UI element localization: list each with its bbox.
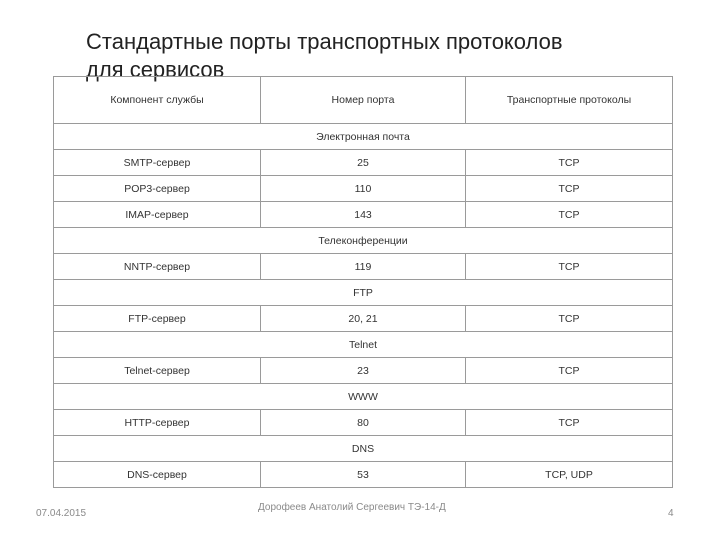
section-row <box>54 124 673 150</box>
table-row <box>54 410 673 436</box>
cell-protocol: TCP <box>466 358 673 384</box>
section-title: Telnet <box>54 332 673 358</box>
cell-protocol: TCP <box>466 202 673 228</box>
cell-component: DNS-сервер <box>54 462 261 488</box>
page-number: 4 <box>668 508 674 519</box>
header-port: Номер порта <box>261 77 466 124</box>
cell-component: SMTP-сервер <box>54 150 261 176</box>
cell-protocol: TCP <box>466 176 673 202</box>
cell-protocol: TCP <box>466 306 673 332</box>
cell-port: 143 <box>261 202 466 228</box>
cell-protocol: TCP <box>466 150 673 176</box>
table-header-row <box>54 77 673 124</box>
section-title: Электронная почта <box>54 124 673 150</box>
cell-component: HTTP-сервер <box>54 410 261 436</box>
table-row <box>54 202 673 228</box>
table-row <box>54 254 673 280</box>
cell-port: 110 <box>261 176 466 202</box>
cell-port: 53 <box>261 462 466 488</box>
section-title: FTP <box>54 280 673 306</box>
section-row <box>54 280 673 306</box>
cell-protocol: TCP, UDP <box>466 462 673 488</box>
section-title: WWW <box>54 384 673 410</box>
cell-port: 80 <box>261 410 466 436</box>
header-protocols: Транспортные протоколы <box>466 77 673 124</box>
section-title: Телеконференции <box>54 228 673 254</box>
footer-author: Дорофеев Анатолий Сергеевич ТЭ-14-Д <box>258 502 446 513</box>
cell-port: 23 <box>261 358 466 384</box>
table-row <box>54 150 673 176</box>
section-row <box>54 436 673 462</box>
cell-component: POP3-сервер <box>54 176 261 202</box>
table-row <box>54 462 673 488</box>
ports-table-container <box>53 76 672 488</box>
ports-table <box>53 76 673 488</box>
table-row <box>54 306 673 332</box>
cell-component: NNTP-сервер <box>54 254 261 280</box>
cell-protocol: TCP <box>466 410 673 436</box>
section-title: DNS <box>54 436 673 462</box>
header-component: Компонент службы <box>54 77 261 124</box>
cell-component: Telnet-сервер <box>54 358 261 384</box>
section-row <box>54 384 673 410</box>
cell-port: 20, 21 <box>261 306 466 332</box>
slide-title-line2: для сервисов <box>86 57 225 82</box>
cell-port: 25 <box>261 150 466 176</box>
cell-component: FTP-сервер <box>54 306 261 332</box>
section-row <box>54 332 673 358</box>
cell-component: IMAP-сервер <box>54 202 261 228</box>
table-row <box>54 358 673 384</box>
cell-protocol: TCP <box>466 254 673 280</box>
cell-port: 119 <box>261 254 466 280</box>
section-row <box>54 228 673 254</box>
slide-title-line1: Стандартные порты транспортных протоколов <box>86 29 563 54</box>
table-row <box>54 176 673 202</box>
footer-date: 07.04.2015 <box>36 508 87 519</box>
